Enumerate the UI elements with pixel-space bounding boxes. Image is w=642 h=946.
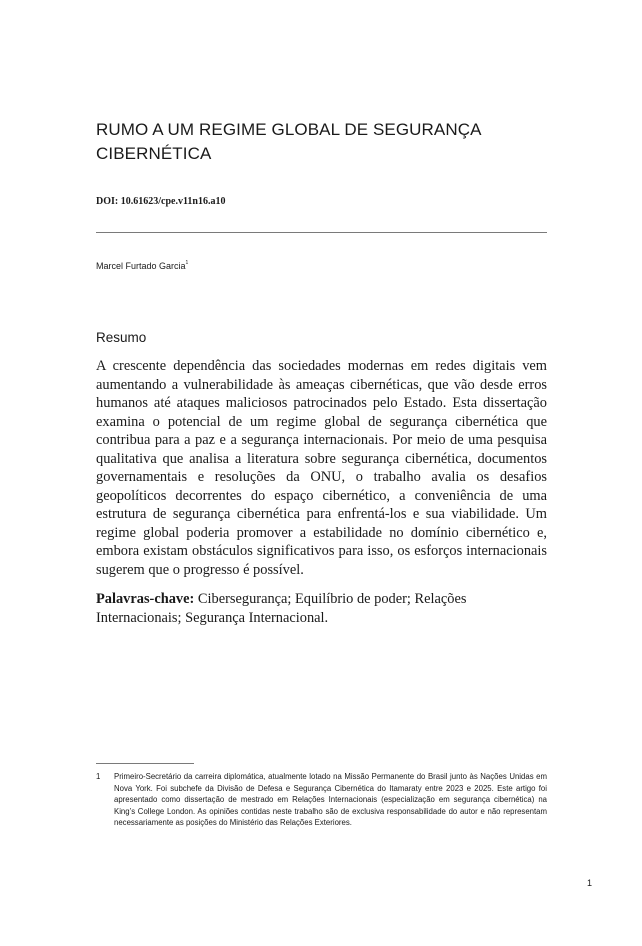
- page-number: 1: [586, 878, 592, 888]
- doi-value[interactable]: 10.61623/cpe.v11n16.a10: [120, 196, 226, 207]
- author-line: [96, 261, 188, 271]
- article-title: RUMO A UM REGIME GLOBAL DE SEGURANÇA CIBERNÉTICA: [96, 120, 481, 163]
- doi-label: DOI:: [96, 196, 119, 207]
- abstract-heading: Resumo: [96, 330, 147, 345]
- abstract-paragraph: A crescente dependência das sociedades modernas em redes digitais vem aumentando a vulnerabilidade às ameaças cibernéticas, que vão desde erros humanos até ataques maliciosos patrocinados pelo Estado. Esta dissertação examina o potencial de um regime global de segurança cibernética que contribua para a paz e a segurança internacionais. Por meio de uma pesquisa qualitativa que analisa a literatura sobre segurança cibernética, documentos governamentais e resoluções da ONU, o trabalho avalia os desafios geopolíticos decorrentes do espaço cibernético, a conveniência de uma estrutura de segurança cibernética para enfrentá-los e sua viabilidade. Um regime global poderia promover a estabilidade no domínio cibernético e, embora existam obstáculos significativos para isso, os esforços internacionais sugerem que o progresso é possível.: [96, 358, 547, 578]
- footnote-number: 1: [96, 772, 101, 781]
- keywords-list: Cibersegurança; Equilíbrio de poder; Relações Internacionais; Segurança Internacional.: [96, 591, 467, 626]
- footnote-text: Primeiro-Secretário da carreira diplomática, atualmente lotado na Missão Permanente do Brasil junto às Nações Unidas em Nova York. Foi subchefe da Divisão de Defesa e Segurança Cibernética do Itamaraty entre 2023 e 2025. Este artigo foi apresentado como dissertação de mestrado em Relações Internacionais (especialização em segurança cibernética) na King’s College London. As opiniões contidas neste trabalho são de exclusiva responsabilidade do autor e não representam necessariamente as posições do Ministério das Relações Exteriores.: [114, 772, 547, 828]
- author-name: Marcel Furtado Garcia: [96, 261, 186, 271]
- doi-line: [96, 196, 225, 207]
- footnote-divider: [96, 763, 194, 764]
- keywords-paragraph: [96, 590, 547, 627]
- keywords-label: Palavras-chave:: [96, 591, 195, 607]
- footnote: [96, 771, 547, 829]
- author-footnote-mark[interactable]: 1: [185, 260, 189, 266]
- header-divider: [96, 232, 547, 233]
